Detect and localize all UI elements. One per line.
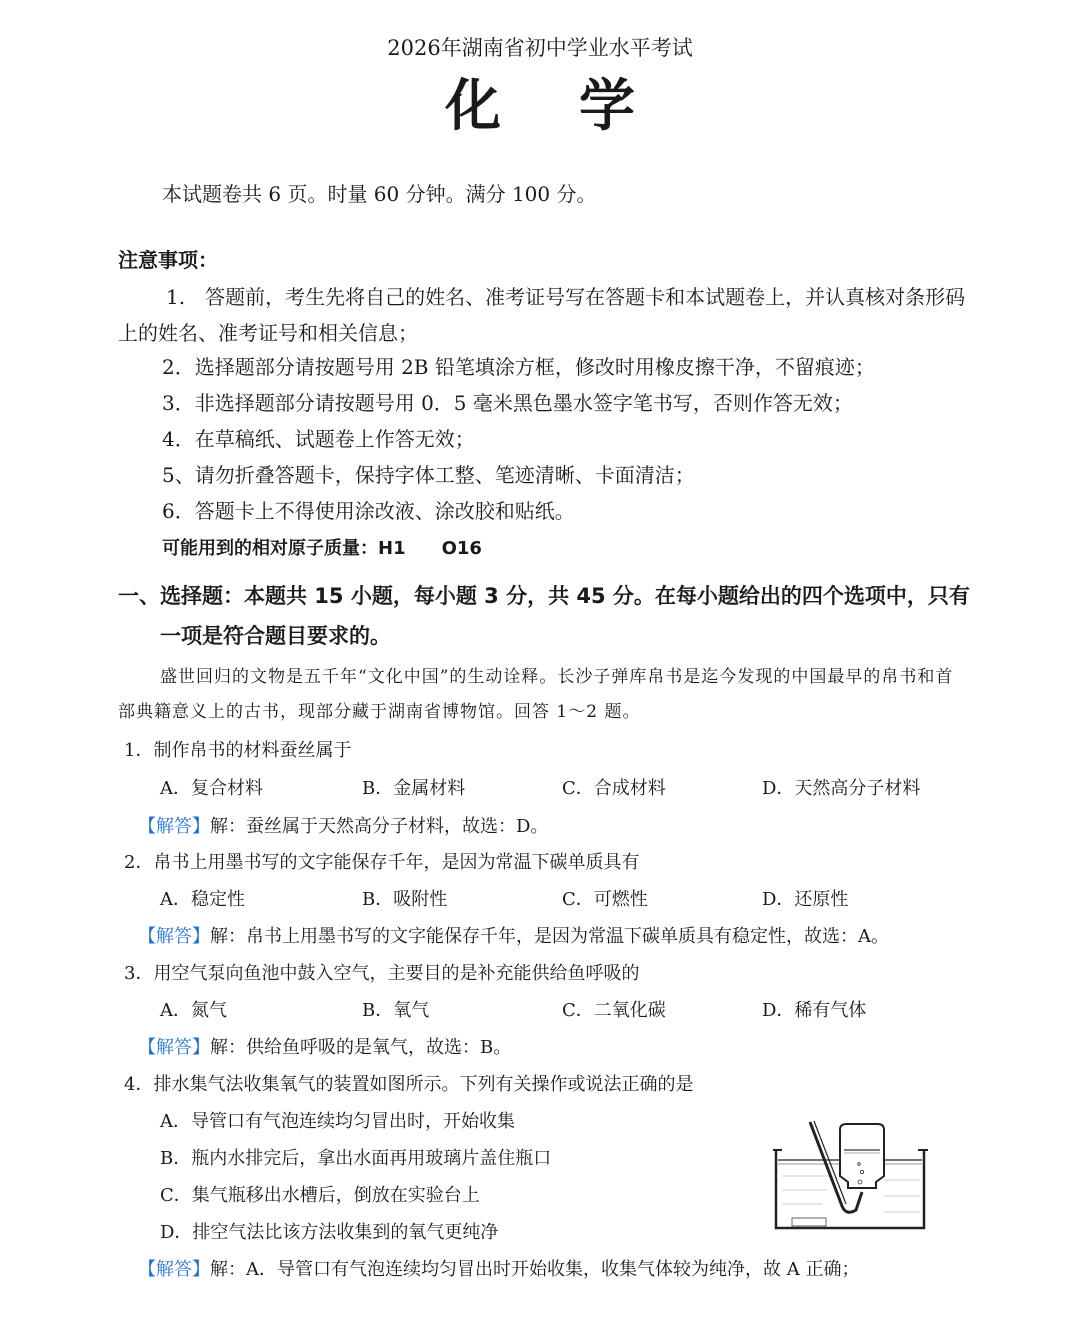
question-1-option-c: C．合成材料 [562, 778, 666, 799]
section-1-line-2: 一项是符合题目要求的。 [160, 624, 391, 648]
question-2-answer [138, 922, 889, 948]
answer-tag: 【解答】 [138, 816, 210, 837]
answer-tag: 【解答】 [138, 926, 210, 947]
notice-rule-6: 6．答题卡上不得使用涂改液、涂改胶和贴纸。 [162, 499, 575, 523]
notice-title: 注意事项： [118, 248, 218, 272]
question-4-option-c: C．集气瓶移出水槽后，倒放在实验台上 [160, 1185, 480, 1206]
question-1-option-d: D．天然高分子材料 [762, 778, 921, 799]
question-2-option-a: A．稳定性 [160, 889, 245, 910]
section-1-line-1: 一、选择题：本题共 15 小题，每小题 3 分，共 45 分。在每小题给出的四个选项中，只有 [118, 584, 970, 608]
subject-title: 化学 [445, 74, 713, 139]
question-4-answer [138, 1255, 859, 1281]
notice-rule-3: 3．非选择题部分请按题号用 0．5 毫米黑色墨水签字笔书写，否则作答无效； [162, 391, 853, 415]
question-4-option-d: D．排空气法比该方法收集到的氧气更纯净 [160, 1222, 499, 1243]
answer-tag: 【解答】 [138, 1037, 210, 1058]
question-4-stem: 4．排水集气法收集氧气的装置如图所示。下列有关操作或说法正确的是 [124, 1074, 694, 1095]
question-3-option-c: C．二氧化碳 [562, 1000, 666, 1021]
question-4-option-b: B．瓶内水排完后，拿出水面再用玻璃片盖住瓶口 [160, 1148, 552, 1169]
section-1-heading [118, 576, 978, 656]
exam-intro: 本试题卷共 6 页。时量 60 分钟。满分 100 分。 [162, 182, 597, 206]
question-1-option-a: A．复合材料 [160, 778, 263, 799]
notice-rule-5: 5、请勿折叠答题卡，保持字体工整、笔迹清晰、卡面清洁； [162, 463, 695, 487]
exam-title: 2026年湖南省初中学业水平考试 [387, 36, 693, 60]
question-2-stem: 2．帛书上用墨书写的文字能保存千年，是因为常温下碳单质具有 [124, 852, 640, 873]
question-2-option-d: D．还原性 [762, 889, 849, 910]
gas-collection-apparatus-diagram [772, 1120, 932, 1232]
question-3-stem: 3．用空气泵向鱼池中鼓入空气，主要目的是补充能供给鱼呼吸的 [124, 963, 640, 984]
question-3-option-a: A．氮气 [160, 1000, 227, 1021]
question-1-answer-text: 解：蚕丝属于天然高分子材料，故选：D。 [210, 816, 549, 837]
question-4-answer-text: 解：A．导管口有气泡连续均匀冒出时开始收集，收集气体较为纯净，故 A 正确； [210, 1259, 860, 1280]
question-3-answer [138, 1033, 511, 1059]
question-2-option-c: C．可燃性 [562, 889, 648, 910]
question-1-answer [138, 812, 548, 838]
question-1-stem: 1．制作帛书的材料蚕丝属于 [124, 740, 352, 761]
question-2-answer-text: 解：帛书上用墨书写的文字能保存千年，是因为常温下碳单质具有稳定性，故选：A。 [210, 926, 889, 947]
notice-rule-1: 1. 答题前，考生先将自己的姓名、准考证号写在答题卡和本试题卷上，并认真核对条形码上的姓名、准考证号和相关信息； [118, 285, 966, 345]
answer-tag: 【解答】 [138, 1259, 210, 1280]
question-3-option-b: B．氧气 [362, 1000, 430, 1021]
question-4-option-a: A．导管口有气泡连续均匀冒出时，开始收集 [160, 1111, 515, 1132]
question-3-option-d: D．稀有气体 [762, 1000, 867, 1021]
question-1-option-b: B．金属材料 [362, 778, 466, 799]
notice-rule-2: 2．选择题部分请按题号用 2B 铅笔填涂方框，修改时用橡皮擦干净，不留痕迹； [162, 355, 875, 379]
question-2-option-b: B．吸附性 [362, 889, 448, 910]
atomic-mass-note: 可能用到的相对原子质量：H1 O16 [162, 538, 482, 559]
reading-passage: 盛世回归的文物是五千年“文化中国”的生动诠释。长沙子弹库帛书是迄今发现的中国最早的帛书和首部典籍意义上的古书，现部分藏于湖南省博物馆。回答 1～2 题。 [118, 667, 954, 722]
notice-rule-4: 4．在草稿纸、试题卷上作答无效； [162, 427, 475, 451]
question-3-answer-text: 解：供给鱼呼吸的是氧气，故选：B。 [210, 1037, 512, 1058]
